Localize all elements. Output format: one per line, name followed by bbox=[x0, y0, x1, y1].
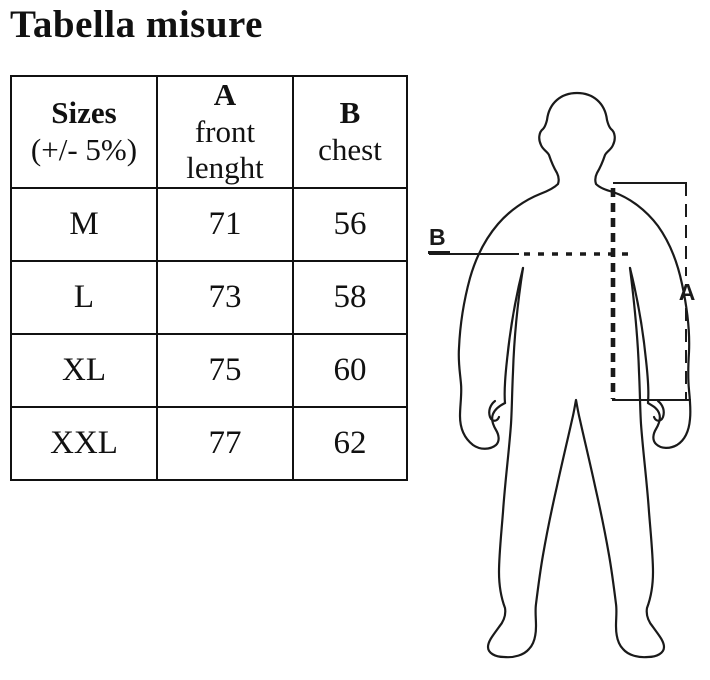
measure-a-label: A bbox=[678, 279, 696, 305]
header-sizes-tolerance: (+/- 5%) bbox=[30, 131, 138, 167]
header-a-letter: A bbox=[213, 77, 237, 112]
header-b-letter: B bbox=[339, 95, 361, 131]
header-b-label: chest bbox=[318, 131, 382, 167]
cell-front-lenght: 71 bbox=[157, 188, 293, 261]
cell-size: M bbox=[11, 188, 157, 261]
cell-front-lenght: 77 bbox=[157, 407, 293, 480]
header-a-label: front lenght bbox=[186, 113, 264, 186]
header-sizes-label: Sizes bbox=[51, 95, 117, 131]
cell-chest: 56 bbox=[293, 188, 407, 261]
page-title: Tabella misure bbox=[10, 3, 263, 46]
cell-front-lenght: 75 bbox=[157, 334, 293, 407]
cell-size: XL bbox=[11, 334, 157, 407]
cell-chest: 62 bbox=[293, 407, 407, 480]
torso-legs-outline bbox=[488, 268, 664, 657]
cell-chest: 60 bbox=[293, 334, 407, 407]
body-outline bbox=[459, 93, 691, 449]
cell-size: XXL bbox=[11, 407, 157, 480]
cell-chest: 58 bbox=[293, 261, 407, 334]
measure-b-label: B bbox=[428, 226, 450, 254]
cell-size: L bbox=[11, 261, 157, 334]
cell-front-lenght: 73 bbox=[157, 261, 293, 334]
